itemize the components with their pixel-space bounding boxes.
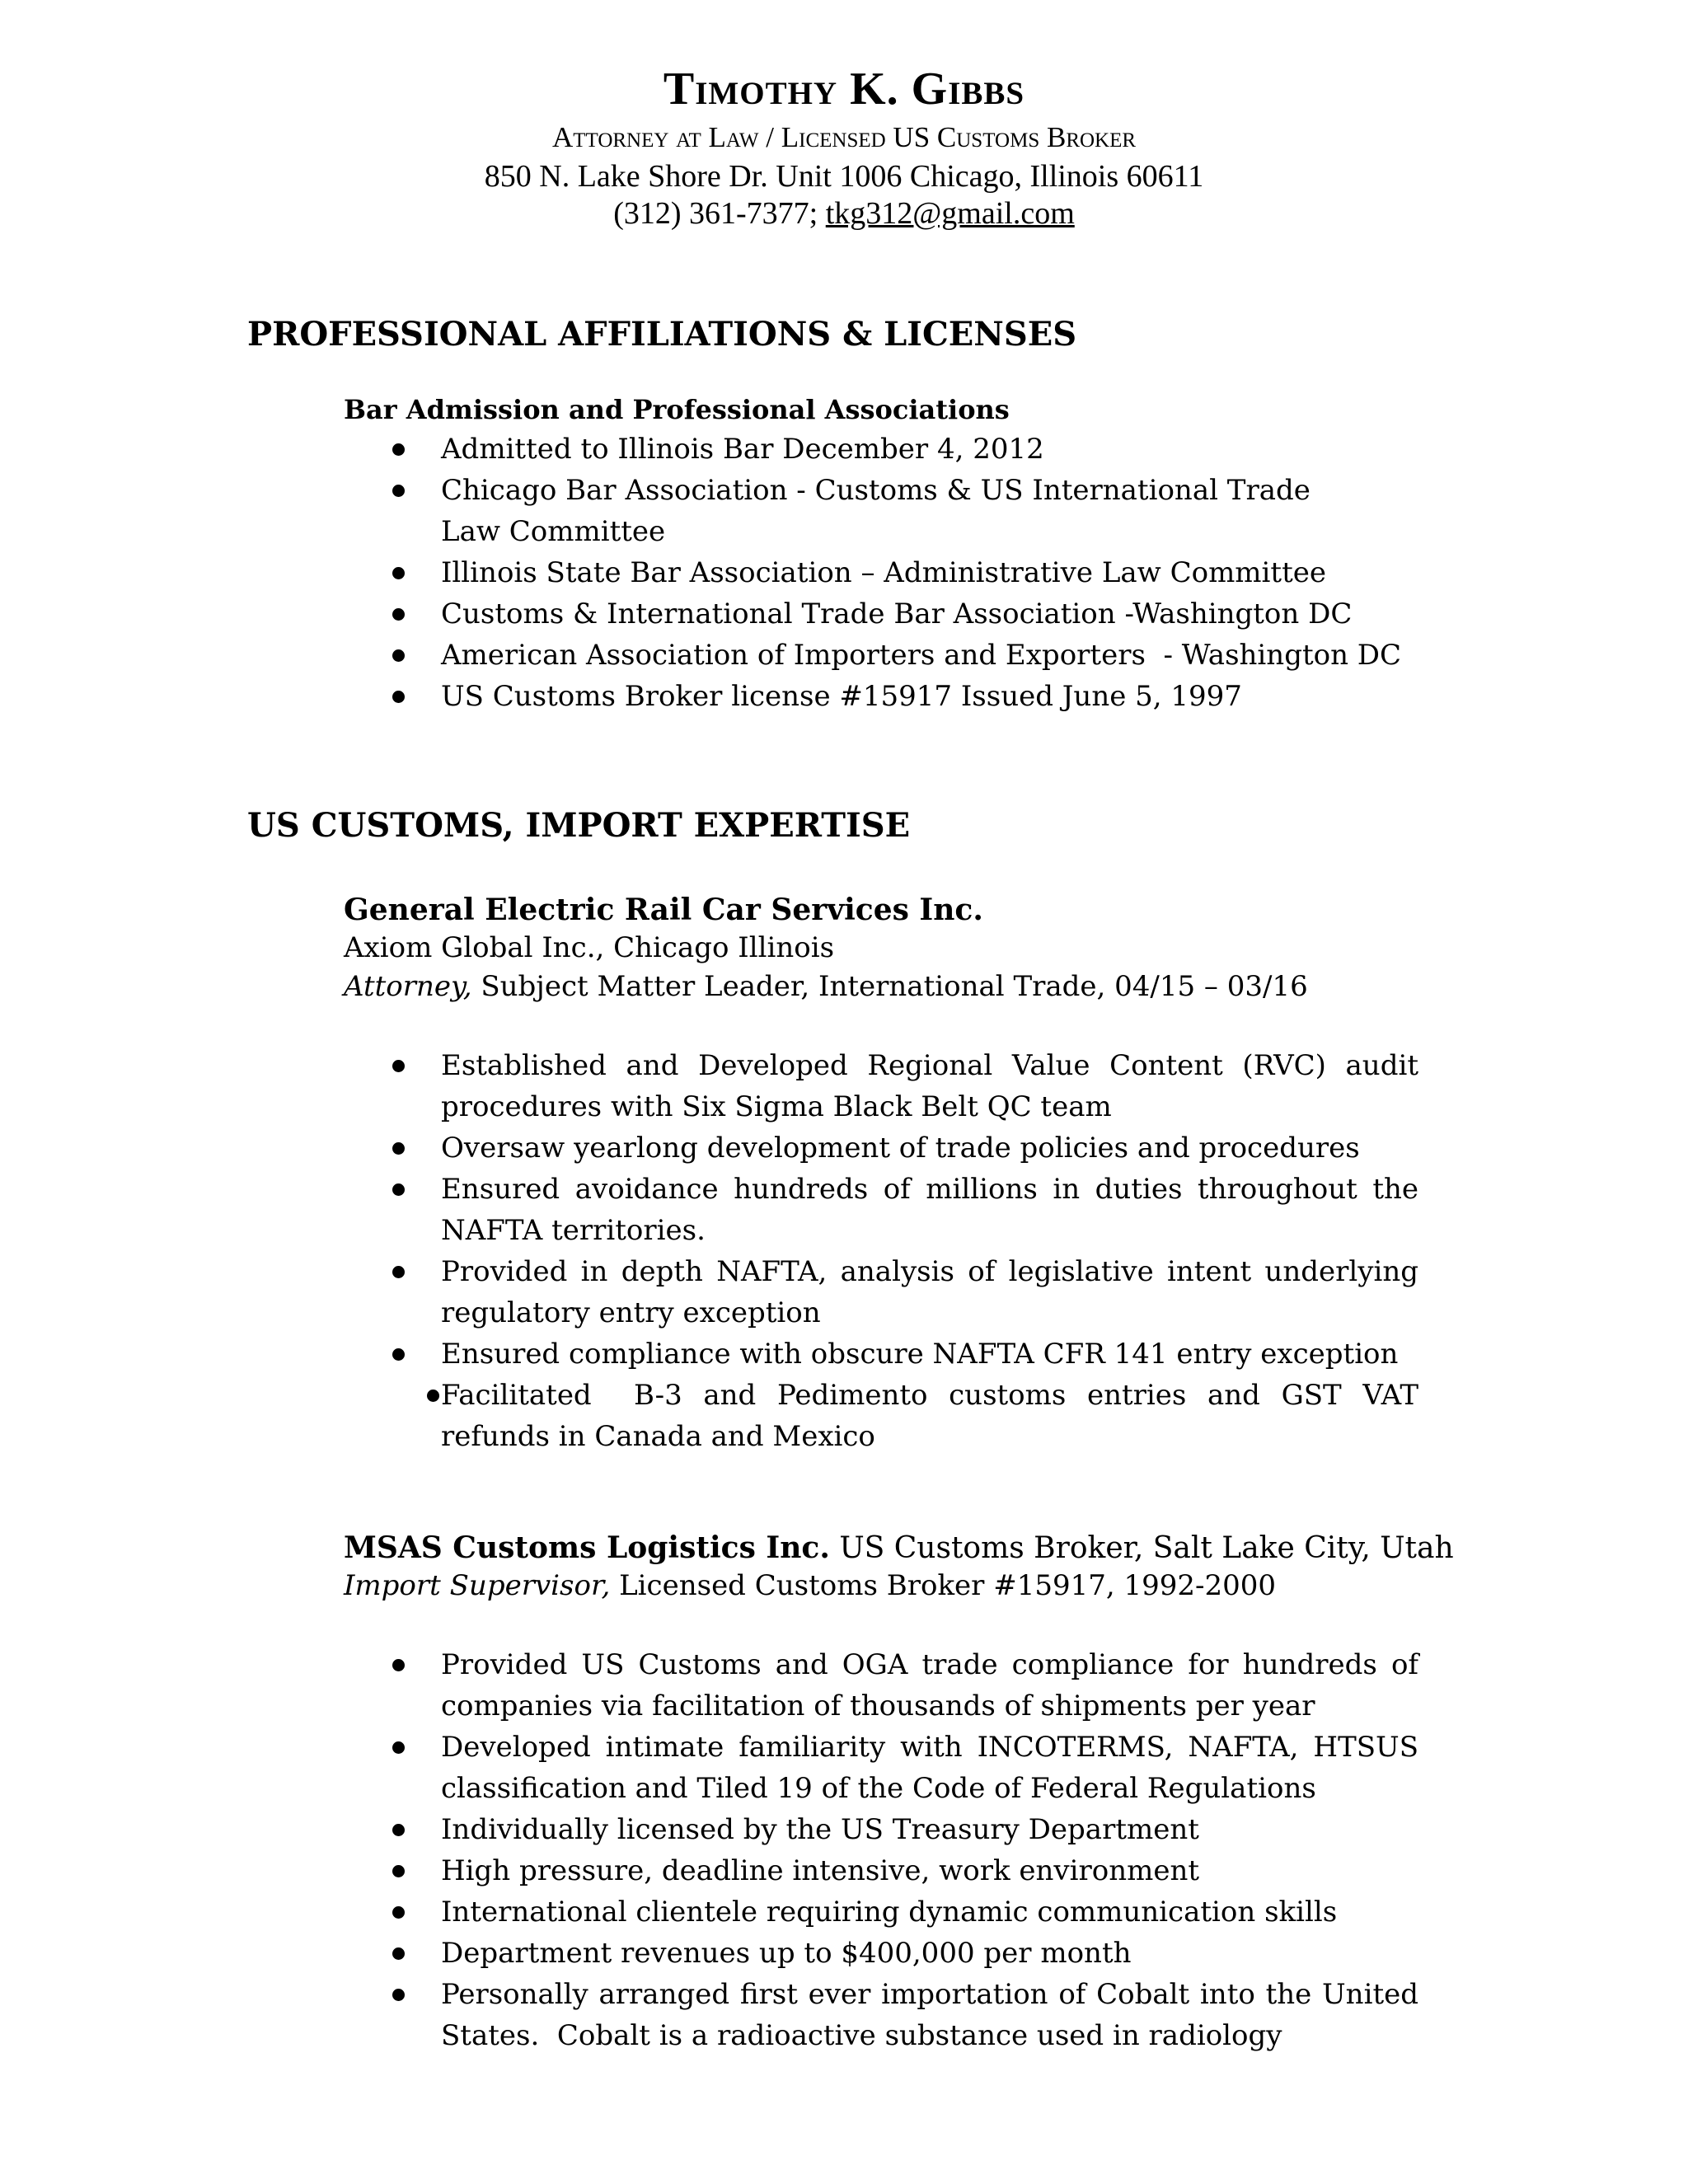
bullet-icon bbox=[392, 1741, 405, 1754]
subheading-bar-admission: Bar Admission and Professional Associations bbox=[344, 394, 1010, 425]
job-company-line bbox=[344, 1530, 1454, 1565]
bullet-icon bbox=[392, 485, 405, 497]
bullet-icon bbox=[392, 443, 405, 456]
bullet-icon bbox=[392, 1183, 405, 1196]
list-item: High pressure, deadline intensive, work environment bbox=[0, 1850, 1418, 1891]
job-role: Import Supervisor, bbox=[344, 1569, 611, 1602]
job-role: Attorney, bbox=[344, 970, 472, 1003]
email-link[interactable]: tkg312@gmail.com bbox=[825, 196, 1075, 231]
candidate-title: Attorney at Law / Licensed US Customs Broker bbox=[551, 121, 1137, 153]
job-bullets bbox=[0, 1644, 1428, 2056]
list-item: American Association of Importers and Exporters - Washington DC bbox=[0, 635, 1418, 676]
list-item: Ensured avoidance hundreds of millions in duties throughout the NAFTA territories. bbox=[0, 1169, 1418, 1251]
list-item: Customs & International Trade Bar Association -Washington DC bbox=[0, 593, 1418, 635]
list-item: Provided in depth NAFTA, analysis of legislative intent underlying regulatory entry exception bbox=[0, 1251, 1418, 1333]
job-role-line bbox=[344, 970, 1308, 1003]
bullet-icon bbox=[392, 691, 405, 703]
bullet-icon bbox=[392, 567, 405, 579]
job-bullets bbox=[0, 1045, 1428, 1457]
job-role-detail: Licensed Customs Broker #15917, 1992-2000 bbox=[610, 1569, 1277, 1602]
job-company: General Electric Rail Car Services Inc. bbox=[344, 893, 983, 927]
bullet-icon bbox=[392, 1824, 405, 1836]
bullet-icon bbox=[392, 1947, 405, 1960]
list-item: Individually licensed by the US Treasury Department bbox=[0, 1809, 1418, 1850]
job-company-detail: US Customs Broker, Salt Lake City, Utah bbox=[829, 1531, 1454, 1565]
list-item: Provided US Customs and OGA trade compliance for hundreds of companies via facilitation of thousands of shipments per year bbox=[0, 1644, 1418, 1727]
list-item: Established and Developed Regional Value Content (RVC) audit procedures with Six Sigma Black Belt QC team bbox=[0, 1045, 1418, 1127]
bullet-icon bbox=[392, 1142, 405, 1155]
job-role-detail: Subject Matter Leader, International Trade, 04/15 – 03/16 bbox=[471, 970, 1308, 1003]
bullet-icon bbox=[392, 608, 405, 621]
job-role-line bbox=[344, 1569, 1276, 1602]
bullet-icon bbox=[392, 1989, 405, 2001]
candidate-contact bbox=[0, 195, 1688, 232]
phone-number: (312) 361-7377; bbox=[613, 196, 826, 231]
affiliations-list bbox=[0, 429, 1418, 717]
list-item: Developed intimate familiarity with INCOTERMS, NAFTA, HTSUS classification and Tiled 19 of the Code of Federal Regulations bbox=[0, 1727, 1418, 1809]
candidate-address: 850 N. Lake Shore Dr. Unit 1006 Chicago, Illinois 60611 bbox=[484, 159, 1204, 194]
list-item: Oversaw yearlong development of trade policies and procedures bbox=[0, 1127, 1418, 1169]
list-item: Chicago Bar Association - Customs & US International Trade Law Committee bbox=[0, 470, 1418, 552]
section-heading-expertise: US CUSTOMS, IMPORT EXPERTISE bbox=[247, 806, 911, 845]
job-employer: Axiom Global Inc., Chicago Illinois bbox=[344, 931, 835, 964]
list-item: Ensured compliance with obscure NAFTA CFR 141 entry exception bbox=[0, 1333, 1418, 1375]
list-item: International clientele requiring dynamic communication skills bbox=[0, 1891, 1418, 1933]
bullet-icon bbox=[392, 1906, 405, 1919]
bullet-icon bbox=[392, 1865, 405, 1877]
list-item: Department revenues up to $400,000 per month bbox=[0, 1933, 1418, 1974]
candidate-name: Timothy K. Gibbs bbox=[663, 63, 1025, 115]
bullet-icon bbox=[392, 1348, 405, 1361]
section-heading-affiliations: PROFESSIONAL AFFILIATIONS & LICENSES bbox=[247, 315, 1077, 354]
list-item: Facilitated B-3 and Pedimento customs entries and GST VAT refunds in Canada and Mexico bbox=[0, 1375, 1418, 1457]
list-item: Illinois State Bar Association – Administrative Law Committee bbox=[0, 552, 1418, 593]
list-item: Personally arranged first ever importation of Cobalt into the United States. Cobalt is a radioactive substance used in radiology bbox=[0, 1974, 1418, 2056]
job-company: MSAS Customs Logistics Inc. bbox=[344, 1530, 830, 1565]
bullet-icon bbox=[392, 649, 405, 662]
list-item: Admitted to Illinois Bar December 4, 2012 bbox=[0, 429, 1418, 470]
bullet-icon bbox=[392, 1060, 405, 1072]
bullet-icon bbox=[392, 1266, 405, 1278]
list-item: US Customs Broker license #15917 Issued June 5, 1997 bbox=[0, 676, 1418, 717]
bullet-icon bbox=[392, 1659, 405, 1671]
bullet-icon bbox=[427, 1390, 439, 1402]
